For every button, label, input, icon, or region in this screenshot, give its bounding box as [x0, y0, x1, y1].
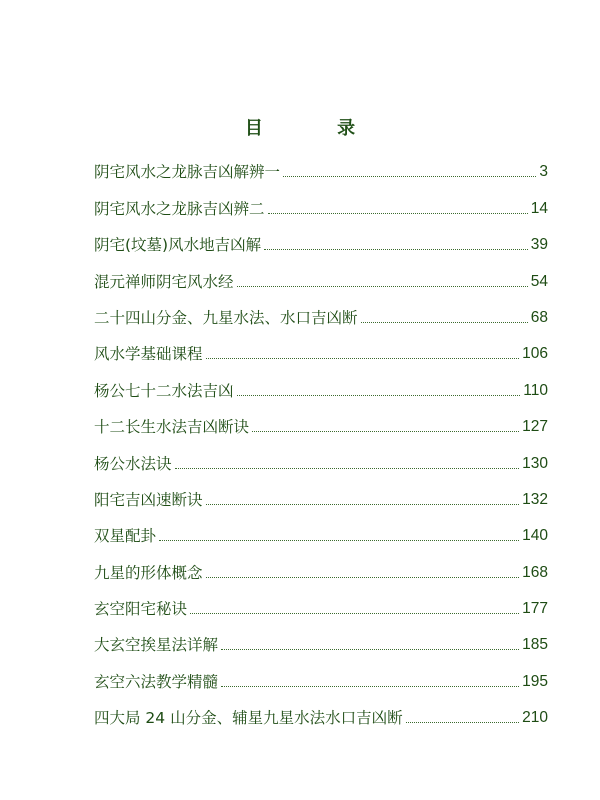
- toc-page-number: 110: [523, 381, 548, 399]
- toc-entry: [94, 218, 548, 254]
- toc-page-number: 3: [539, 163, 548, 181]
- toc-entry: [94, 509, 548, 545]
- toc-entry: [94, 691, 548, 727]
- dot-leader: [206, 357, 520, 359]
- dot-leader: [268, 212, 528, 214]
- dot-leader: [283, 175, 536, 177]
- toc-page-number: 54: [530, 272, 548, 290]
- toc-page-number: 127: [522, 418, 548, 436]
- dot-leader: [175, 467, 520, 469]
- toc-entry-title: 杨公水法诀: [94, 454, 172, 473]
- dot-leader: [237, 394, 521, 396]
- toc-entry-title: 十二长生水法吉凶断诀: [94, 418, 250, 437]
- toc-page-number: 14: [530, 199, 548, 217]
- toc-entry-title: 阴宅(坟墓)风水地吉凶解: [94, 236, 262, 255]
- toc-entry: [94, 473, 548, 509]
- toc-entry-title: 风水学基础课程: [94, 345, 203, 364]
- dot-leader: [206, 503, 520, 505]
- toc-entry-title: 玄空阳宅秘诀: [94, 600, 188, 619]
- dot-leader: [252, 430, 519, 432]
- toc-entry-title: 阳宅吉凶速断诀: [94, 490, 203, 509]
- toc-page-number: 132: [522, 490, 548, 508]
- toc-page-number: 168: [522, 563, 548, 581]
- page-title: 目 录: [244, 118, 390, 139]
- toc-entry: [94, 145, 548, 181]
- toc-entry: [94, 654, 548, 690]
- toc-entry-title: 四大局 24 山分金、辅星九星水法水口吉凶断: [94, 709, 403, 728]
- toc-entry-title: 阴宅风水之龙脉吉凶辨二: [94, 199, 265, 218]
- dot-leader: [206, 576, 520, 578]
- toc-entry-title: 阴宅风水之龙脉吉凶解辨一: [94, 163, 281, 182]
- toc-page-number: 106: [522, 345, 548, 363]
- toc-page-number: 177: [522, 600, 548, 618]
- toc-entry-title: 二十四山分金、九星水法、水口吉凶断: [94, 308, 358, 327]
- toc-entry: [94, 582, 548, 618]
- toc-entry-title: 双星配卦: [94, 527, 157, 546]
- toc-entry-title: 九星的形体概念: [94, 563, 203, 582]
- toc-page-number: 195: [522, 672, 548, 690]
- toc-entry: [94, 545, 548, 581]
- dot-leader: [190, 612, 519, 614]
- toc-entry: [94, 618, 548, 654]
- dot-leader: [221, 648, 519, 650]
- dot-leader: [361, 321, 528, 323]
- toc-entry: [94, 254, 548, 290]
- toc-entry-title: 玄空六法教学精髓: [94, 672, 219, 691]
- toc-page-number: 210: [522, 709, 548, 727]
- toc-page-number: 68: [530, 308, 548, 326]
- toc-page-number: 39: [530, 236, 548, 254]
- toc-entry: [94, 181, 548, 217]
- toc-entry-title: 杨公七十二水法吉凶: [94, 381, 234, 400]
- toc-page-number: 130: [522, 454, 548, 472]
- dot-leader: [406, 721, 520, 723]
- toc-entry: [94, 436, 548, 472]
- dot-leader: [264, 248, 528, 250]
- toc-entry: [94, 291, 548, 327]
- dot-leader: [237, 285, 528, 287]
- toc-entry: [94, 327, 548, 363]
- dot-leader: [159, 539, 519, 541]
- toc-list: [94, 145, 548, 727]
- toc-page-number: 185: [522, 636, 548, 654]
- toc-entry-title: 大玄空挨星法详解: [94, 636, 219, 655]
- toc-page-number: 140: [522, 527, 548, 545]
- toc-entry: [94, 363, 548, 399]
- toc-entry: [94, 400, 548, 436]
- toc-entry-title: 混元禅师阴宅风水经: [94, 272, 234, 291]
- dot-leader: [221, 685, 519, 687]
